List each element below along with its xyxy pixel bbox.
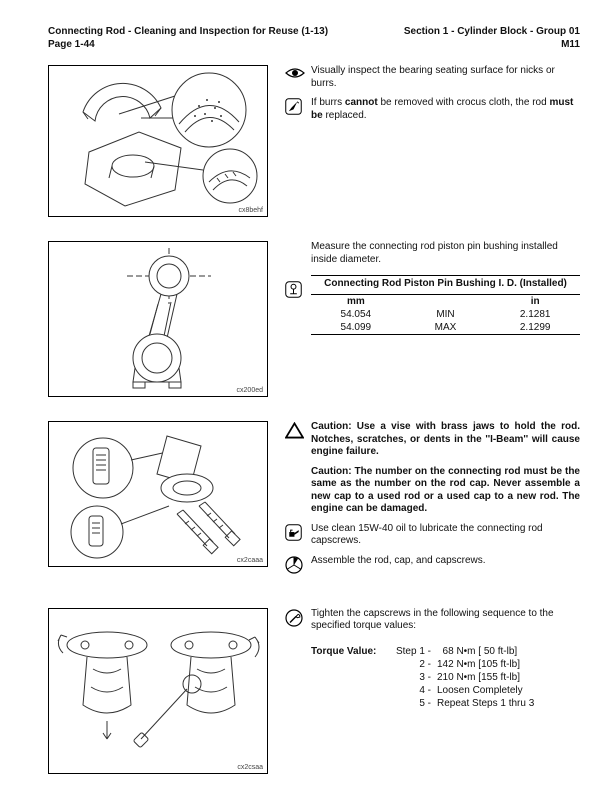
burr-tool-icon — [285, 97, 311, 122]
in-value: 2.1281 — [519, 308, 551, 320]
step-value: 68 N•m [ 50 ft-lb] — [437, 645, 518, 657]
assemble-icon — [285, 555, 311, 577]
torque-step — [387, 645, 534, 658]
rod-in-vise-illustration — [49, 422, 267, 566]
section-torque-sequence — [48, 608, 580, 774]
figure-rod-in-vise — [48, 421, 268, 567]
torque-steps — [387, 645, 534, 710]
step-number: 4 - — [419, 684, 431, 696]
figure-connecting-rod — [48, 241, 268, 397]
step-number: 5 - — [419, 697, 431, 709]
oil-text: Use clean 15W-40 oil to lubricate the connecting rod capscrews. — [311, 522, 543, 546]
step-number: Step 1 - — [395, 645, 431, 657]
spacer — [285, 640, 311, 710]
inspect-text: Visually inspect the bearing seating surface for nicks or burrs. — [311, 65, 555, 89]
figure-label: cx2caaa — [236, 557, 263, 564]
step-value: 210 N•m [155 ft-lb] — [437, 671, 520, 683]
measure-intro-item — [285, 241, 580, 266]
spec-table-title: Connecting Rod Piston Pin Bushing I. D. (Installed) — [311, 276, 580, 295]
torque-sequence-illustration — [49, 609, 267, 773]
torque-value-label: Torque Value: — [311, 645, 377, 657]
torque-wrench-icon — [285, 608, 311, 633]
burrs-b2: must be — [311, 97, 574, 121]
col-header-mm: mm — [346, 295, 365, 307]
tighten-item — [285, 608, 580, 633]
page-title: Connecting Rod - Cleaning and Inspection for Reuse (1-13) — [48, 26, 329, 37]
bore-gauge-icon — [285, 273, 311, 335]
warning-triangle-icon — [285, 421, 311, 459]
section-bearing-inspection — [48, 65, 580, 217]
caution2-text: Caution: The number on the connecting rod must be the same as the number on the rod cap. Never assemble a new cap to a used rod or a used cap to a new rod. The engine can be damaged. — [311, 465, 580, 514]
oil-item — [285, 523, 580, 548]
bearing-inspection-illustration — [49, 66, 267, 216]
section-bushing-measure — [48, 241, 580, 397]
in-value: 2.1299 — [519, 321, 551, 333]
col-header-blank — [401, 295, 491, 308]
spacer — [285, 466, 311, 516]
caution2-item — [285, 466, 580, 516]
torque-values-item — [285, 640, 580, 710]
assemble-text: Assemble the rod, cap, and capscrews. — [311, 554, 486, 566]
oil-can-icon — [285, 523, 311, 548]
figure-label: cx200ed — [236, 387, 263, 394]
torque-values — [311, 645, 580, 710]
engine-model: M11 — [561, 39, 580, 50]
burrs-t1: If burrs — [311, 97, 345, 108]
table-row — [311, 321, 580, 334]
spec-table-header — [311, 295, 580, 308]
connecting-rod-illustration — [49, 242, 267, 396]
torque-step — [387, 684, 534, 697]
figure-label: cx8behf — [238, 207, 263, 214]
step-number: 3 - — [419, 671, 431, 683]
header-left — [48, 25, 328, 51]
spacer — [285, 241, 311, 266]
tighten-text: Tighten the capscrews in the following sequence to the specified torque values: — [311, 607, 554, 631]
section3-text — [285, 421, 580, 584]
burrs-b1: cannot — [344, 97, 378, 108]
torque-step — [387, 671, 534, 684]
burrs-t3: replaced. — [322, 109, 367, 121]
assemble-item — [285, 555, 580, 577]
col-header-in: in — [530, 295, 540, 307]
section4-text — [285, 608, 580, 717]
mm-value: 54.099 — [340, 321, 372, 333]
table-row — [311, 308, 580, 321]
step-value: 142 N•m [105 ft-lb] — [437, 658, 520, 670]
mm-value: 54.054 — [340, 308, 372, 320]
eye-icon — [285, 65, 311, 90]
measure-intro: Measure the connecting rod piston pin bushing installed inside diameter. — [311, 241, 558, 265]
figure-bearing-inspection — [48, 65, 268, 217]
spec-table — [311, 275, 580, 335]
inspect-item — [285, 65, 580, 90]
caution1-item — [285, 421, 580, 459]
section-vise-assembly — [48, 421, 580, 584]
limit-label: MIN — [436, 308, 455, 320]
burrs-t2: be removed with crocus cloth, the rod — [377, 97, 550, 108]
caution1-text: Caution: Use a vise with brass jaws to hold the rod. Notches, scratches, or dents in the ''I-Beam'' will cause engine failure. — [311, 421, 580, 457]
section2-text — [285, 241, 580, 342]
torque-step — [387, 658, 534, 671]
step-number: 2 - — [419, 658, 431, 670]
step-value: Repeat Steps 1 thru 3 — [437, 697, 535, 709]
burrs-item — [285, 97, 580, 122]
header-right — [404, 25, 580, 51]
figure-label: cx2csaa — [237, 763, 263, 771]
step-value: Loosen Completely — [437, 684, 523, 696]
section1-text — [285, 65, 580, 129]
figure-torque-sequence — [48, 608, 268, 774]
section-title: Section 1 - Cylinder Block - Group 01 — [403, 26, 580, 37]
torque-step — [387, 697, 534, 710]
spec-table-item — [285, 273, 580, 335]
limit-label: MAX — [434, 321, 457, 333]
page-number: Page 1-44 — [48, 39, 95, 50]
burrs-text — [311, 97, 580, 122]
page-header — [48, 25, 580, 51]
